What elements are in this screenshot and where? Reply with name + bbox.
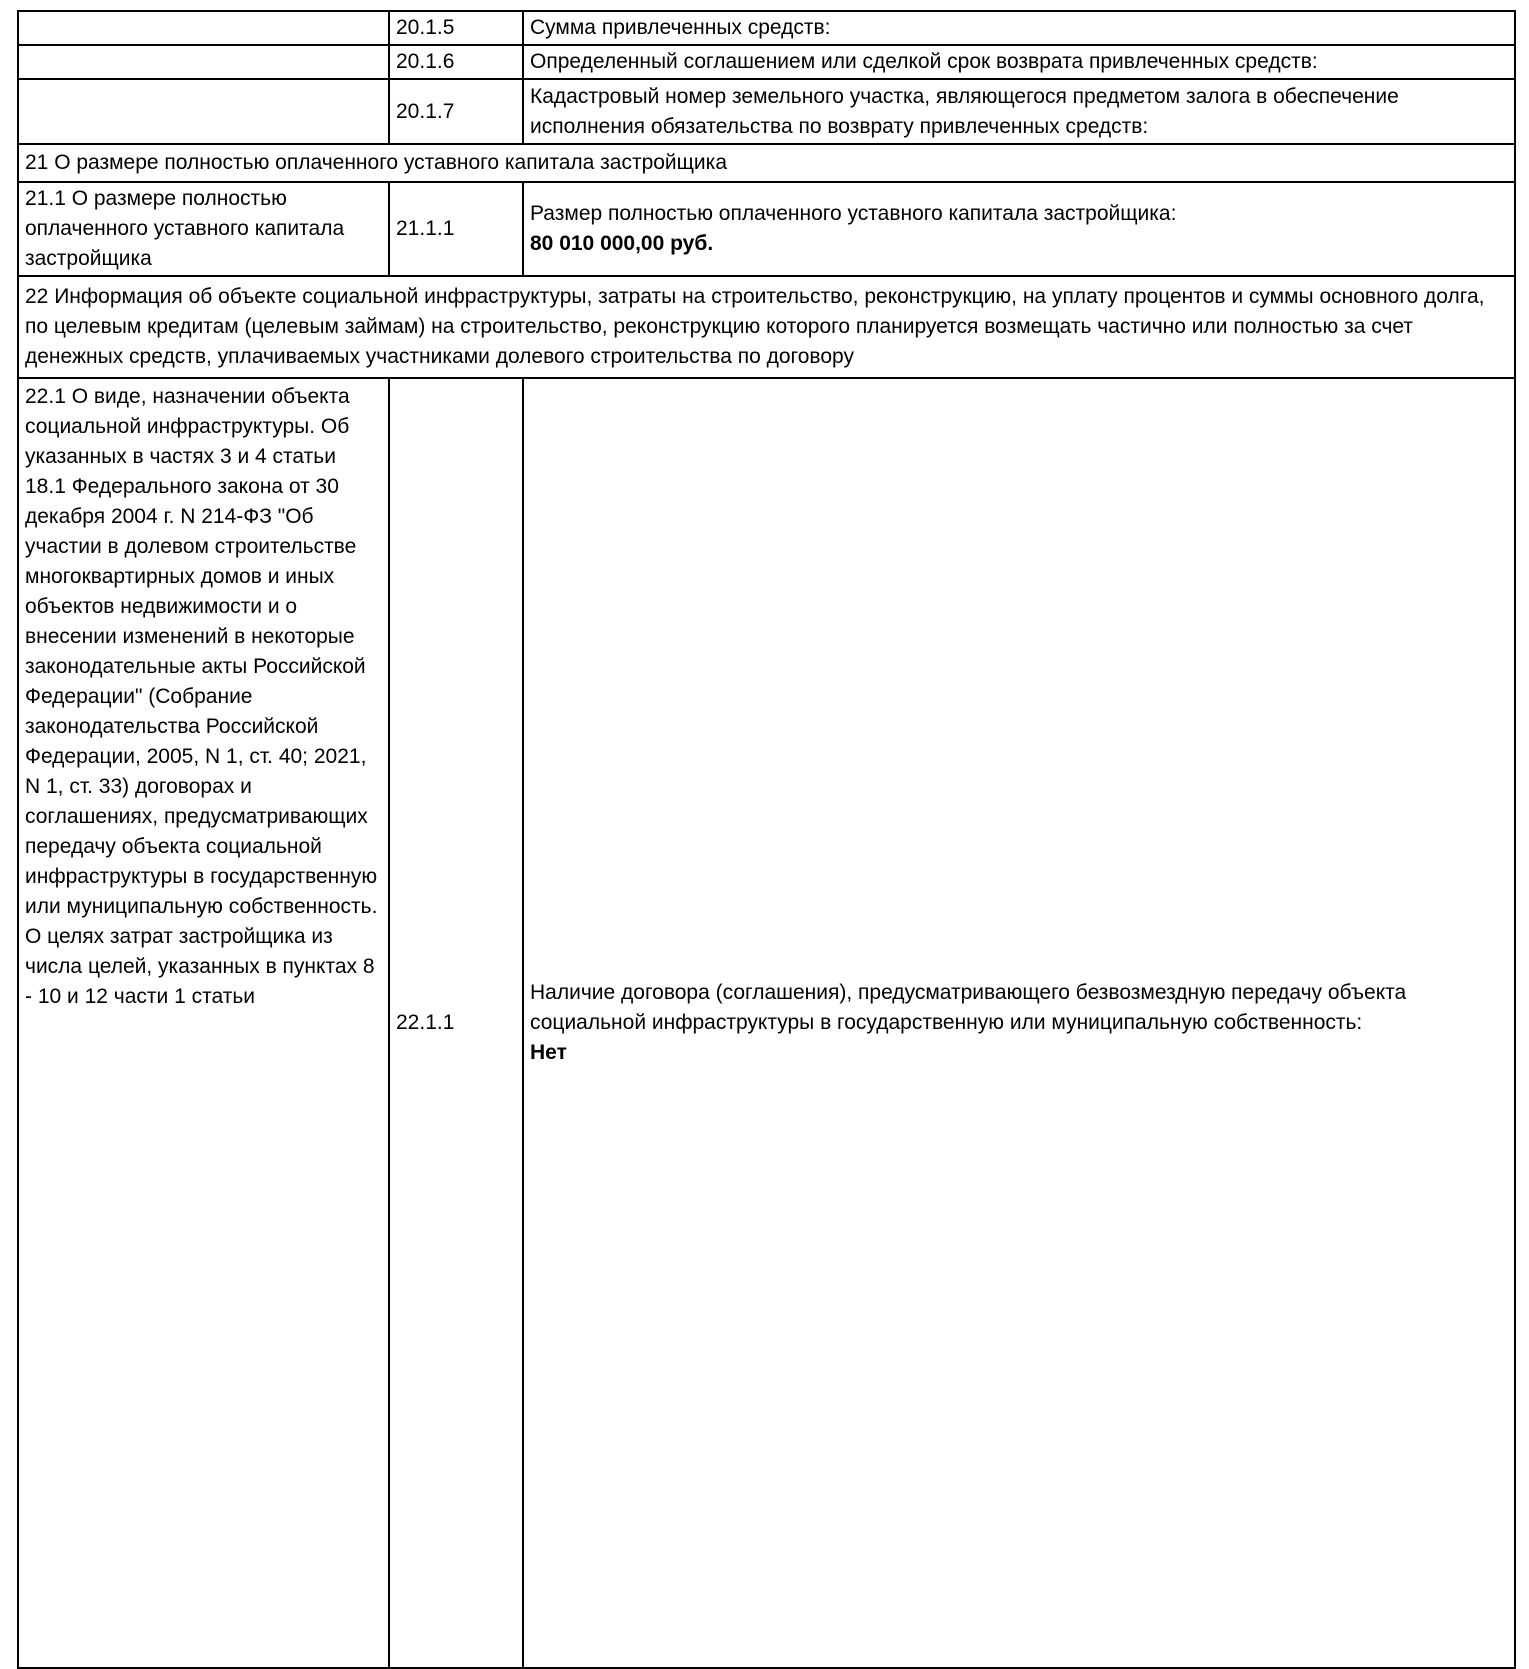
section-heading: 22 Информация об объекте социальной инфраструктуры, затраты на строительство, реконструкцию, на уплату процентов и суммы основного долга, по целевым кредитам (целевым займам) на строительство, реконструкцию которого планируется возмещать частично или полностью за счет денежных средств, уплачиваемых участниками долевого строительства по договору [25,285,1485,368]
item-text: Размер полностью оплаченного уставного капитала застройщика: [530,202,1177,225]
section-heading-cell [18,276,1515,378]
item-text: Сумма привлеченных средств: [530,16,831,39]
item-number-cell [389,182,523,276]
item-text: Наличие договора (соглашения), предусматривающего безвозмездную передачу объекта социальной инфраструктуры в государственную или муниципальную собственность: [530,981,1407,1034]
table-row-22-1 [18,378,1515,1668]
item-value: Нет [530,1041,567,1064]
item-desc-cell [18,182,389,276]
declaration-table [17,10,1516,1669]
table-row-21-1 [18,182,1515,276]
item-desc-cell [18,45,389,79]
item-text-cell [523,45,1515,79]
table-row-20-1-7 [18,79,1515,144]
item-text-cell [523,79,1515,144]
table-row-20-1-5 [18,11,1515,45]
item-desc-cell [18,378,389,1668]
item-text-cell [523,378,1515,1668]
item-number: 20.1.7 [396,99,455,123]
item-number: 20.1.6 [396,50,455,73]
item-text: Кадастровый номер земельного участка, являющегося предметом залога в обеспечение исполнения обязательства по возврату привлеченных средств: [530,84,1399,138]
item-desc-cell [18,11,389,45]
item-number: 20.1.5 [396,16,455,39]
table-row-20-1-6 [18,45,1515,79]
item-desc-cell [18,79,389,144]
item-number-cell [389,45,523,79]
section-heading: 21 О размере полностью оплаченного уставного капитала застройщика [25,151,727,174]
item-number-cell [389,378,523,1668]
item-desc: 21.1 О размере полностью оплаченного уставного капитала застройщика [25,187,345,270]
table-row-section-21 [18,144,1515,182]
item-number: 21.1.1 [396,217,455,240]
item-desc: 22.1 О виде, назначении объекта социальной инфраструктуры. Об указанных в частях 3 и 4 статьи 18.1 Федерального закона от 30 декабря 2004 г. N 214-ФЗ "Об участии в долевом строительстве многоквартирных домов и иных объектов недвижимости и о внесении изменений в некоторые законодательные акты Российской Федерации" (Собрание законодательства Российской Федерации, 2005, N 1, ст. 40; 2021, N 1, ст. 33) договорах и соглашениях, предусматривающих передачу объекта социальной инфраструктуры в государственную или муниципальную собственность. О целях затрат застройщика из числа целей, указанных в пунктах 8 - 10 и 12 части 1 статьи [25,385,378,1008]
item-text-cell [523,182,1515,276]
item-number: 22.1.1 [396,1011,455,1034]
table-row-section-22 [18,276,1515,378]
item-text: Определенный соглашением или сделкой срок возврата привлеченных средств: [530,50,1318,73]
item-value: 80 010 000,00 руб. [530,232,714,255]
item-number-cell [389,11,523,45]
item-number-cell [389,79,523,144]
section-heading-cell [18,144,1515,182]
item-text-cell [523,11,1515,45]
